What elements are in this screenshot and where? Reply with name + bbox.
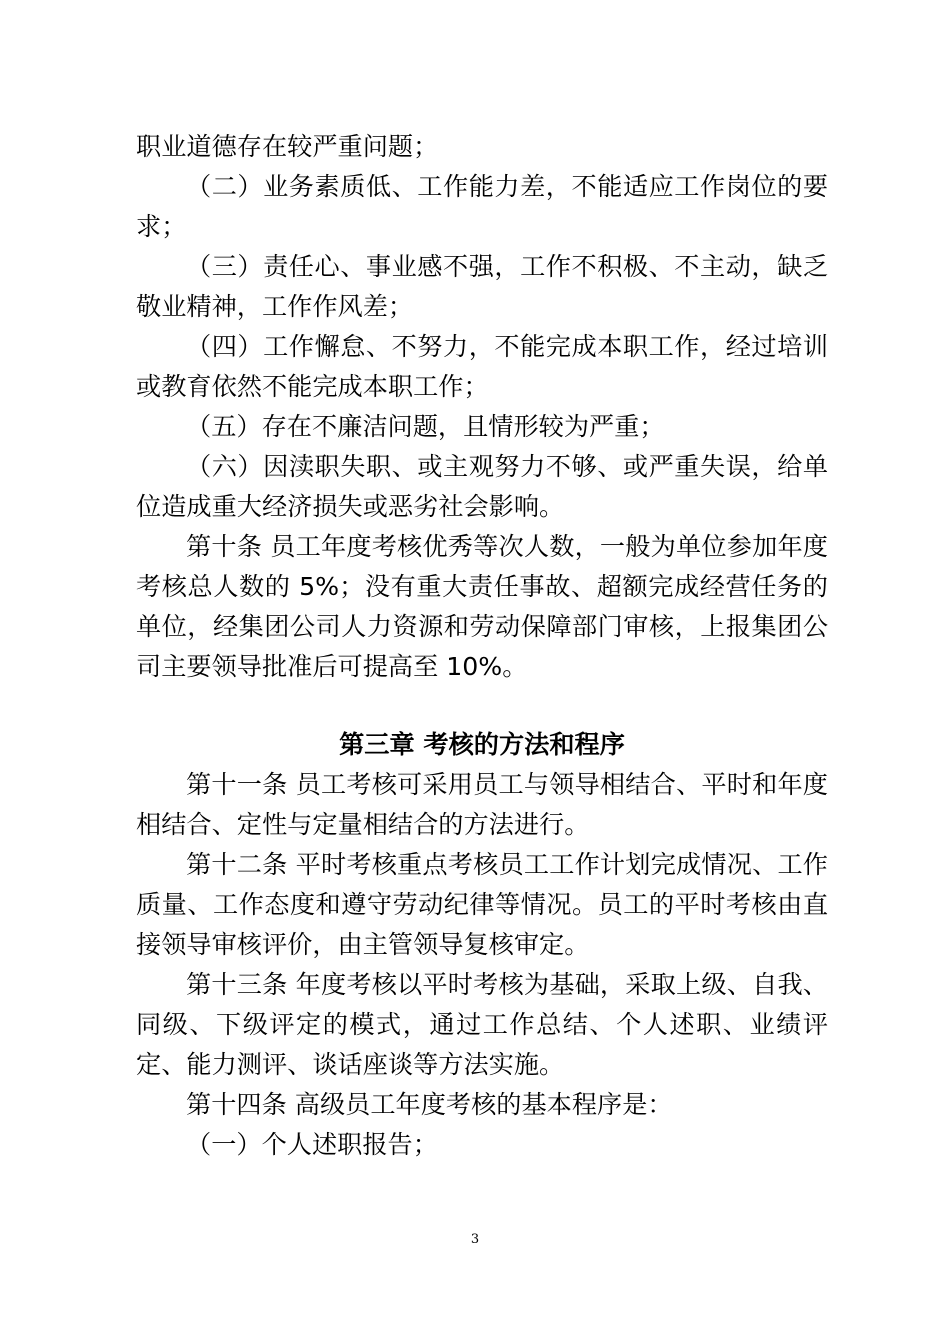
article-14: 第十四条 高级员工年度考核的基本程序是： <box>186 1090 673 1119</box>
procedure-item-1: （一）个人述职报告； <box>186 1130 438 1159</box>
paragraph-item-6: （六）因渎职失职、或主观努力不够、或严重失误，给单位造成重大经济损失或恶劣社会影响。 <box>136 452 828 521</box>
article-12: 第十二条 平时考核重点考核员工工作计划完成情况、工作质量、工作态度和遵守劳动纪律等情况。员工的平时考核由直接领导审核评价，由主管领导复核审定。 <box>136 850 828 959</box>
page-content <box>136 127 828 1165</box>
paragraph-item-2: （二）业务素质低、工作能力差，不能适应工作岗位的要求； <box>136 172 828 241</box>
paragraph-item-5: （五）存在不廉洁问题，且情形较为严重； <box>186 412 665 441</box>
article-13: 第十三条 年度考核以平时考核为基础，采取上级、自我、同级、下级评定的模式，通过工作总结、个人述职、业绩评定、能力测评、谈话座谈等方法实施。 <box>136 970 828 1079</box>
paragraph-item-4: （四）工作懈怠、不努力，不能完成本职工作，经过培训或教育依然不能完成本职工作； <box>136 332 828 401</box>
paragraph-item-3: （三）责任心、事业感不强，工作不积极、不主动，缺乏敬业精神，工作作风差； <box>136 252 828 321</box>
chapter-heading: 第三章 考核的方法和程序 <box>339 730 625 759</box>
article-10: 第十条 员工年度考核优秀等次人数，一般为单位参加年度考核总人数的 5%；没有重大责任事故、超额完成经营任务的单位，经集团公司人力资源和劳动保障部门审核，上报集团公司主要领导批准后可提高至 10%。 <box>136 532 828 681</box>
paragraph-continuation: 职业道德存在较严重问题； <box>136 132 439 161</box>
page-number: 3 <box>470 1232 480 1247</box>
article-11: 第十一条 员工考核可采用员工与领导相结合、平时和年度相结合、定性与定量相结合的方法进行。 <box>136 770 828 839</box>
